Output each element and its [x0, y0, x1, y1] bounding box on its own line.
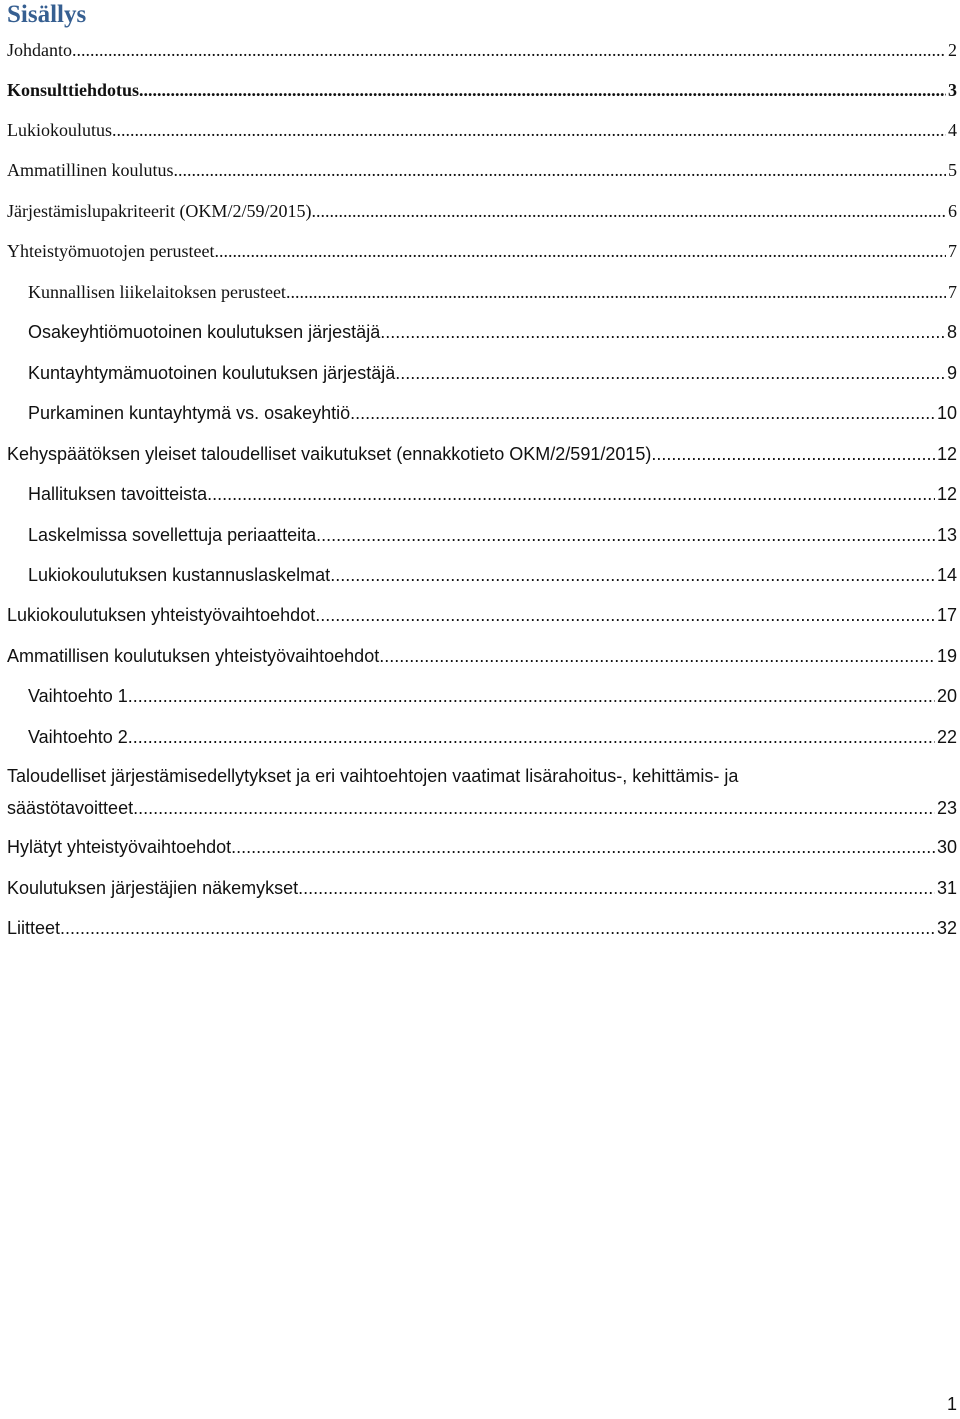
toc-entry-text: Kehyspäätöksen yleiset taloudelliset vaikutukset (ennakkotieto OKM/2/591/2015) [7, 444, 652, 464]
toc-entry-liitteet[interactable] [7, 909, 957, 939]
toc-entry-text: Koulutuksen järjestäjien näkemykset [7, 878, 299, 898]
toc-leader-dots [315, 604, 935, 626]
toc-page-number: 9 [946, 363, 957, 383]
toc-leader-dots [231, 836, 935, 858]
toc-entry-hylatyt-yhteistyovaihtoehdot[interactable] [7, 828, 957, 858]
toc-entry-osakeyhtiomuotoinen[interactable] [28, 313, 957, 343]
toc-leader-dots [112, 119, 946, 141]
toc-leader-dots [395, 362, 945, 384]
toc-page-number: 31 [936, 878, 957, 898]
toc-title: Sisällys [7, 1, 87, 28]
toc-entry-lukiokoulutus[interactable] [7, 111, 957, 141]
toc-entry-text-line2: säästötavoitteet [7, 798, 134, 818]
toc-entry-text: Hallituksen tavoitteista [28, 484, 208, 504]
toc-entry-text: Järjestämislupakriteerit (OKM/2/59/2015) [7, 201, 312, 221]
toc-entry-kunnallisen-liikelaitoksen-perusteet[interactable] [28, 273, 957, 303]
toc-leader-dots [350, 402, 935, 424]
toc-entry-text: Hylätyt yhteistyövaihtoehdot [7, 837, 232, 857]
toc-page-number: 14 [936, 565, 957, 585]
toc-page-number: 30 [936, 837, 957, 857]
toc-leader-dots [72, 39, 946, 61]
toc-entry-ammatillisen-yhteistyovaihtoehdot[interactable] [7, 637, 957, 667]
toc-entry-kuntayhtymamuotoinen[interactable] [28, 354, 957, 384]
toc-leader-dots [651, 443, 935, 465]
toc-entry-laskelmissa-periaatteita[interactable] [28, 516, 957, 546]
toc-page-number: 10 [936, 403, 957, 423]
toc-page-number: 7 [948, 282, 957, 302]
toc-entry-lukiokoulutuksen-kustannuslaskelmat[interactable] [28, 556, 957, 586]
toc-entry-kehyspaatoksen-vaikutukset[interactable] [7, 435, 957, 465]
toc-entry-text: Vaihtoehto 1 [28, 686, 128, 706]
toc-page-number: 13 [936, 525, 957, 545]
toc-entry-text: Kunnallisen liikelaitoksen perusteet [28, 282, 286, 302]
toc-page-number: 4 [948, 120, 957, 140]
toc-entry-text: Ammatillisen koulutuksen yhteistyövaihtoehdot [7, 646, 380, 666]
toc-entry-line2 [7, 791, 957, 819]
toc-entry-text: Lukiokoulutus [7, 120, 113, 140]
toc-entry-text: Purkaminen kuntayhtymä vs. osakeyhtiö [28, 403, 351, 423]
toc-entry-vaihtoehto-1[interactable] [28, 677, 957, 707]
toc-entry-text: Yhteistyömuotojen perusteet [7, 241, 215, 261]
toc-entry-purkaminen[interactable] [28, 394, 957, 424]
toc-leader-dots [207, 483, 935, 505]
toc-entry-text: Lukiokoulutuksen kustannuslaskelmat [28, 565, 331, 585]
toc-entry-text: Liitteet [7, 918, 61, 938]
toc-page-number: 19 [936, 646, 957, 666]
toc-page-number: 23 [936, 798, 957, 818]
toc-leader-dots [139, 79, 946, 101]
toc-leader-dots [380, 321, 945, 343]
toc-page-number: 2 [948, 40, 957, 60]
toc-page-number: 12 [936, 444, 957, 464]
toc-entry-vaihtoehto-2[interactable] [28, 718, 957, 748]
toc-page-number: 32 [936, 918, 957, 938]
toc-entry-text: Kuntayhtymämuotoinen koulutuksen järjestäjä [28, 363, 396, 383]
toc-entry-taloudelliset-jarjestamisedellytykset[interactable] [7, 761, 957, 819]
toc-leader-dots [60, 917, 935, 939]
toc-page-number: 12 [936, 484, 957, 504]
toc-entry-hallituksen-tavoitteista[interactable] [28, 475, 957, 505]
toc-entry-konsulttiehdotus[interactable] [7, 71, 957, 101]
toc-page-number: 5 [948, 160, 957, 180]
toc-entry-text: Vaihtoehto 2 [28, 727, 128, 747]
toc-leader-dots [330, 564, 935, 586]
toc-entry-text: Konsulttiehdotus [7, 80, 140, 100]
toc-entry-text: Laskelmissa sovellettuja periaatteita [28, 525, 317, 545]
page-number: 1 [946, 1394, 957, 1414]
toc-entry-text: Ammatillinen koulutus [7, 160, 174, 180]
toc-page-number: 17 [936, 605, 957, 625]
toc-leader-dots [128, 726, 935, 748]
toc-entry-johdanto[interactable] [7, 31, 957, 61]
toc-leader-dots [174, 159, 947, 181]
toc-entry-text: Lukiokoulutuksen yhteistyövaihtoehdot [7, 605, 316, 625]
toc-page-number: 20 [936, 686, 957, 706]
toc-entry-jarjestamislupakriteerit[interactable] [7, 192, 957, 222]
toc-leader-dots [214, 240, 946, 262]
toc-entry-text-line1: Taloudelliset järjestämisedellytykset ja eri vaihtoehtojen vaatimat lisärahoitus-, kehittämis- ja [7, 766, 739, 786]
toc-leader-dots [133, 797, 935, 819]
toc-page-number: 8 [946, 322, 957, 342]
toc-page-number: 22 [936, 727, 957, 747]
toc-leader-dots [286, 281, 946, 303]
toc-leader-dots [298, 877, 935, 899]
toc-entry-text: Johdanto [7, 40, 72, 60]
toc-leader-dots [379, 645, 935, 667]
toc-page-number: 3 [948, 80, 957, 100]
toc-entry-text: Osakeyhtiömuotoinen koulutuksen järjestäjä [28, 322, 381, 342]
toc-leader-dots [311, 200, 946, 222]
toc-entry-ammatillinen-koulutus[interactable] [7, 151, 957, 181]
toc-entry-lukiokoulutuksen-yhteistyovaihtoehdot[interactable] [7, 596, 957, 626]
toc-page-number: 7 [948, 241, 957, 261]
toc-leader-dots [128, 685, 935, 707]
toc-leader-dots [316, 524, 935, 546]
toc-entry-koulutuksen-jarjestajien-nakemykset[interactable] [7, 869, 957, 899]
toc-page-number: 6 [948, 201, 957, 221]
toc-entry-yhteistyomuotojen-perusteet[interactable] [7, 232, 957, 262]
